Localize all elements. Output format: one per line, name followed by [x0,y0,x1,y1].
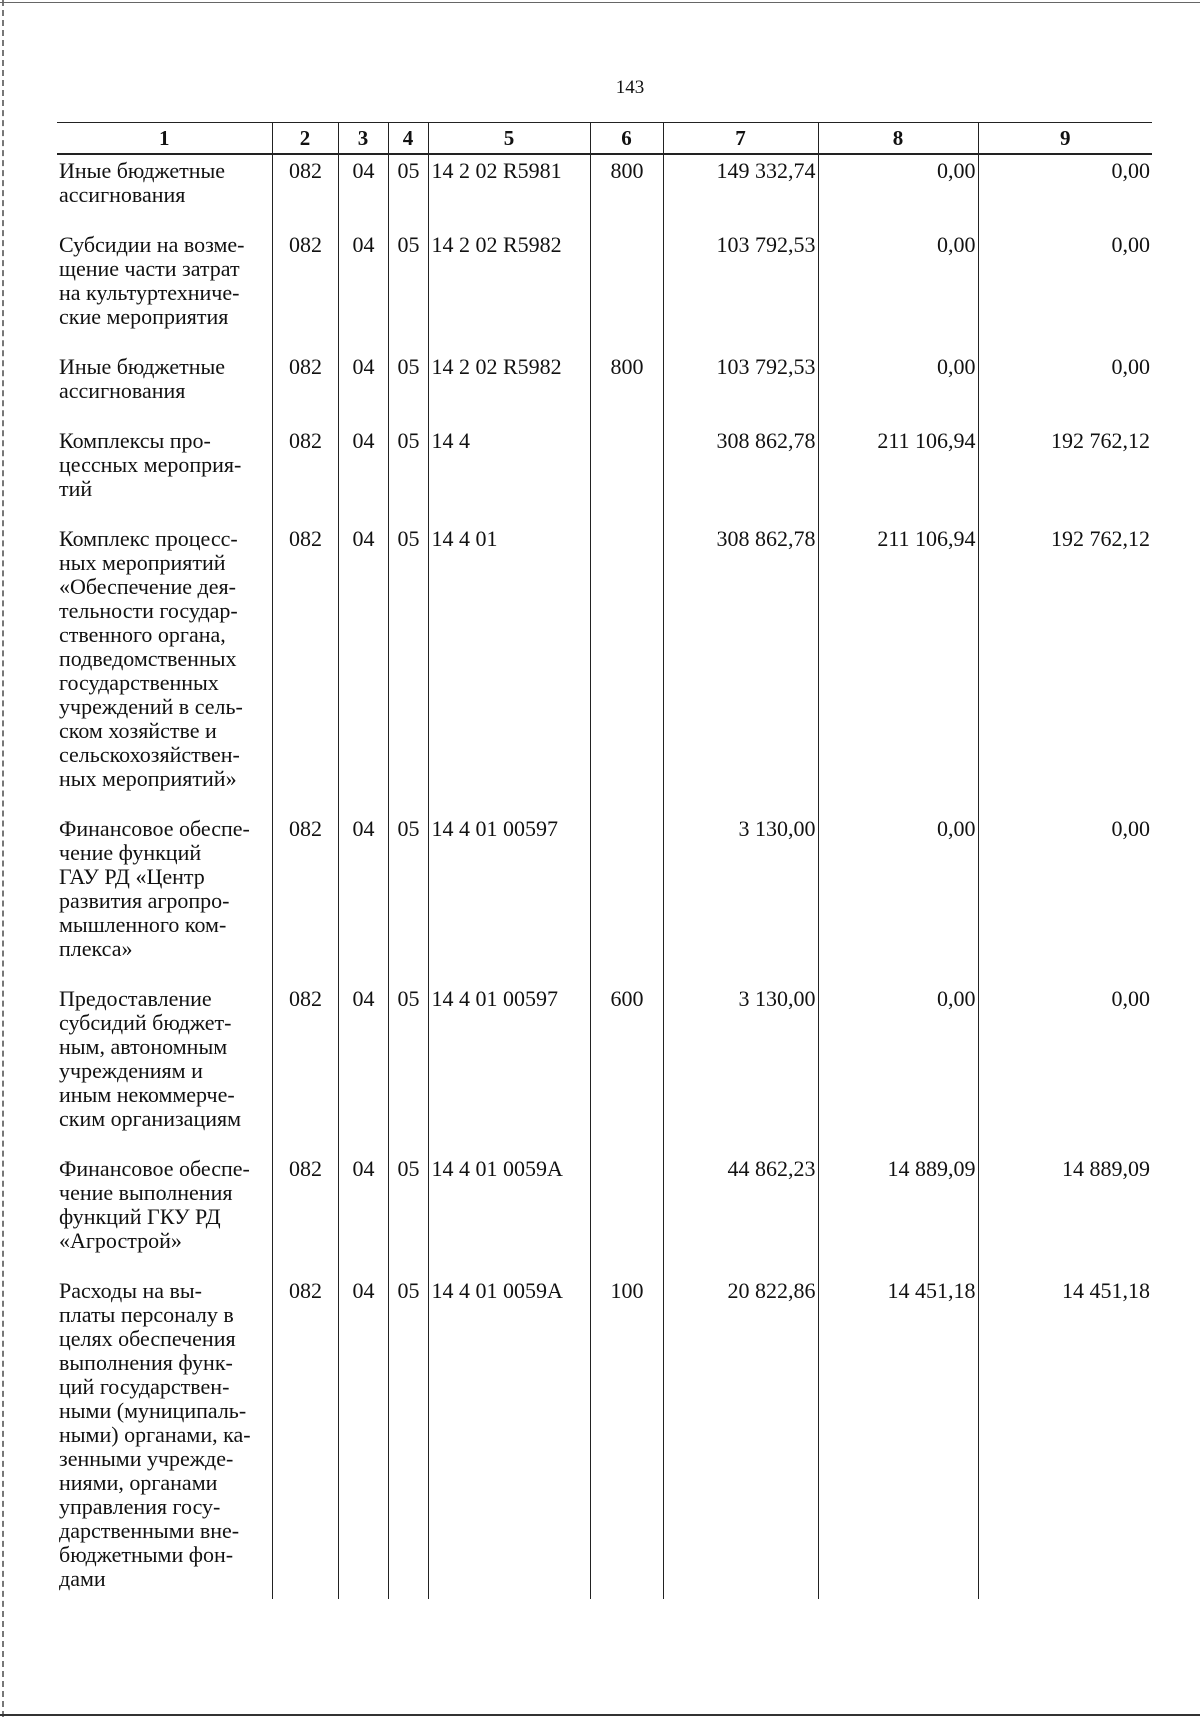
item-name-line: целях обеспечения [59,1326,236,1351]
target-article-cell: 14 4 [428,425,590,523]
item-name-cell [57,1275,272,1599]
item-name-line: «Агрострой» [59,1228,182,1253]
item-name-line: ций государствен- [59,1374,230,1399]
amount-col7-cell: 308 862,78 [663,425,818,523]
item-name-line: выполнения функ- [59,1350,233,1375]
expense-type-cell: 800 [590,154,663,229]
item-name-cell [57,523,272,813]
target-article-cell: 14 2 02 R5982 [428,229,590,351]
ministry-code-cell: 082 [272,523,338,813]
item-name-line: дарственными вне- [59,1518,240,1543]
section-code-cell: 04 [338,351,388,425]
item-name-line: чение выполнения [59,1180,233,1205]
column-header: 4 [388,123,428,155]
scan-edge-bottom [0,1714,1200,1716]
column-header: 8 [818,123,978,155]
ministry-code-cell: 082 [272,351,338,425]
item-name-line: ными) органами, ка- [59,1422,251,1447]
item-name-line: ские мероприятия [59,304,229,329]
item-name-cell [57,229,272,351]
table-row [57,523,1152,813]
item-name-cell [57,983,272,1153]
item-name-line: Комплекс процесс- [59,526,238,551]
amount-col8-cell: 0,00 [818,229,978,351]
item-name-line: учреждений в сель- [59,694,243,719]
amount-col7-cell: 44 862,23 [663,1153,818,1275]
amount-col9-cell: 0,00 [978,813,1152,983]
subsection-code-cell: 05 [388,425,428,523]
item-name-line: ственного органа, [59,622,226,647]
ministry-code-cell: 082 [272,1275,338,1599]
amount-col9-cell: 0,00 [978,983,1152,1153]
amount-col7-cell: 3 130,00 [663,813,818,983]
table-row [57,813,1152,983]
item-name-line: ском хозяйстве и [59,718,217,743]
ministry-code-cell: 082 [272,154,338,229]
column-header: 2 [272,123,338,155]
expense-type-cell: 100 [590,1275,663,1599]
column-header: 7 [663,123,818,155]
item-name-line: подведомственных [59,646,237,671]
item-name-line: зенными учрежде- [59,1446,234,1471]
item-name-line: Комплексы про- [59,428,211,453]
table-row [57,229,1152,351]
section-code-cell: 04 [338,425,388,523]
item-name-line: ским организациям [59,1106,242,1131]
item-name-line: сельскохозяйствен- [59,742,240,767]
item-name-line: управления госу- [59,1494,221,1519]
item-name-line: Финансовое обеспе- [59,816,250,841]
item-name-line: платы персоналу в [59,1302,234,1327]
item-name-line: ных мероприятий [59,550,226,575]
page-number: 143 [615,77,645,98]
amount-col8-cell: 14 451,18 [818,1275,978,1599]
expense-type-cell: 800 [590,351,663,425]
item-name-line: функций ГКУ РД [59,1204,221,1229]
amount-col8-cell: 14 889,09 [818,1153,978,1275]
column-header: 5 [428,123,590,155]
item-name-line: Расходы на вы- [59,1278,203,1303]
ministry-code-cell: 082 [272,425,338,523]
item-name-line: государственных [59,670,219,695]
subsection-code-cell: 05 [388,351,428,425]
item-name-line: ным, автономным [59,1034,228,1059]
item-name-line: Финансовое обеспе- [59,1156,250,1181]
amount-col9-cell: 14 451,18 [978,1275,1152,1599]
table-row [57,1275,1152,1599]
budget-table [57,122,1152,1599]
subsection-code-cell: 05 [388,1275,428,1599]
item-name-line: чение функций [59,840,202,865]
scan-edge-top [0,2,1200,3]
amount-col8-cell: 0,00 [818,813,978,983]
amount-col8-cell: 0,00 [818,154,978,229]
amount-col9-cell: 192 762,12 [978,523,1152,813]
section-code-cell: 04 [338,983,388,1153]
table-row [57,425,1152,523]
item-name-line: цессных мероприя- [59,452,242,477]
item-name-line: ассигнования [59,378,186,403]
amount-col7-cell: 103 792,53 [663,351,818,425]
section-code-cell: 04 [338,523,388,813]
item-name-line: тий [59,476,93,501]
table-body [57,154,1152,1599]
scan-edge-left [2,0,4,1717]
ministry-code-cell: 082 [272,229,338,351]
item-name-line: ных мероприятий» [59,766,237,791]
target-article-cell: 14 4 01 00597 [428,813,590,983]
item-name-line: Предоставление [59,986,212,1011]
column-header: 1 [57,123,272,155]
ministry-code-cell: 082 [272,1153,338,1275]
item-name-line: Иные бюджетные [59,354,226,379]
header-row [57,123,1152,155]
subsection-code-cell: 05 [388,1153,428,1275]
table-row [57,154,1152,229]
item-name-line: тельности государ- [59,598,238,623]
subsection-code-cell: 05 [388,813,428,983]
target-article-cell: 14 4 01 0059А [428,1275,590,1599]
target-article-cell: 14 4 01 [428,523,590,813]
ministry-code-cell: 082 [272,813,338,983]
item-name-cell [57,425,272,523]
expense-type-cell [590,1153,663,1275]
amount-col7-cell: 3 130,00 [663,983,818,1153]
table-row [57,351,1152,425]
item-name-line: «Обеспечение дея- [59,574,236,599]
expense-type-cell: 600 [590,983,663,1153]
expense-type-cell [590,425,663,523]
amount-col8-cell: 0,00 [818,351,978,425]
column-header: 6 [590,123,663,155]
target-article-cell: 14 4 01 00597 [428,983,590,1153]
amount-col8-cell: 211 106,94 [818,425,978,523]
subsection-code-cell: 05 [388,983,428,1153]
item-name-cell [57,813,272,983]
amount-col8-cell: 0,00 [818,983,978,1153]
column-header: 9 [978,123,1152,155]
item-name-cell [57,351,272,425]
item-name-line: ниями, органами [59,1470,218,1495]
ministry-code-cell: 082 [272,983,338,1153]
target-article-cell: 14 2 02 R5982 [428,351,590,425]
column-header: 3 [338,123,388,155]
table-row [57,983,1152,1153]
amount-col9-cell: 192 762,12 [978,425,1152,523]
section-code-cell: 04 [338,1275,388,1599]
item-name-line: плекса» [59,936,133,961]
amount-col9-cell: 14 889,09 [978,1153,1152,1275]
item-name-cell [57,154,272,229]
section-code-cell: 04 [338,1153,388,1275]
subsection-code-cell: 05 [388,154,428,229]
expense-type-cell [590,523,663,813]
amount-col9-cell: 0,00 [978,351,1152,425]
item-name-line: щение части затрат [59,256,240,281]
amount-col7-cell: 308 862,78 [663,523,818,813]
amount-col9-cell: 0,00 [978,154,1152,229]
amount-col8-cell: 211 106,94 [818,523,978,813]
item-name-line: на культуртехниче- [59,280,240,305]
item-name-line: дами [59,1566,106,1591]
item-name-line: мышленного ком- [59,912,227,937]
item-name-line: субсидий бюджет- [59,1010,232,1035]
amount-col7-cell: 20 822,86 [663,1275,818,1599]
expense-type-cell [590,229,663,351]
subsection-code-cell: 05 [388,523,428,813]
section-code-cell: 04 [338,154,388,229]
item-name-line: иным некоммерче- [59,1082,235,1107]
table-row [57,1153,1152,1275]
item-name-line: развития агропро- [59,888,230,913]
item-name-line: учреждениям и [59,1058,203,1083]
item-name-line: Субсидии на возме- [59,232,245,257]
target-article-cell: 14 4 01 0059А [428,1153,590,1275]
item-name-cell [57,1153,272,1275]
amount-col7-cell: 149 332,74 [663,154,818,229]
item-name-line: ГАУ РД «Центр [59,864,205,889]
section-code-cell: 04 [338,229,388,351]
item-name-line: Иные бюджетные [59,158,226,183]
expense-type-cell [590,813,663,983]
section-code-cell: 04 [338,813,388,983]
amount-col9-cell: 0,00 [978,229,1152,351]
subsection-code-cell: 05 [388,229,428,351]
target-article-cell: 14 2 02 R5981 [428,154,590,229]
item-name-line: ассигнования [59,182,186,207]
item-name-line: ными (муниципаль- [59,1398,247,1423]
item-name-line: бюджетными фон- [59,1542,234,1567]
amount-col7-cell: 103 792,53 [663,229,818,351]
